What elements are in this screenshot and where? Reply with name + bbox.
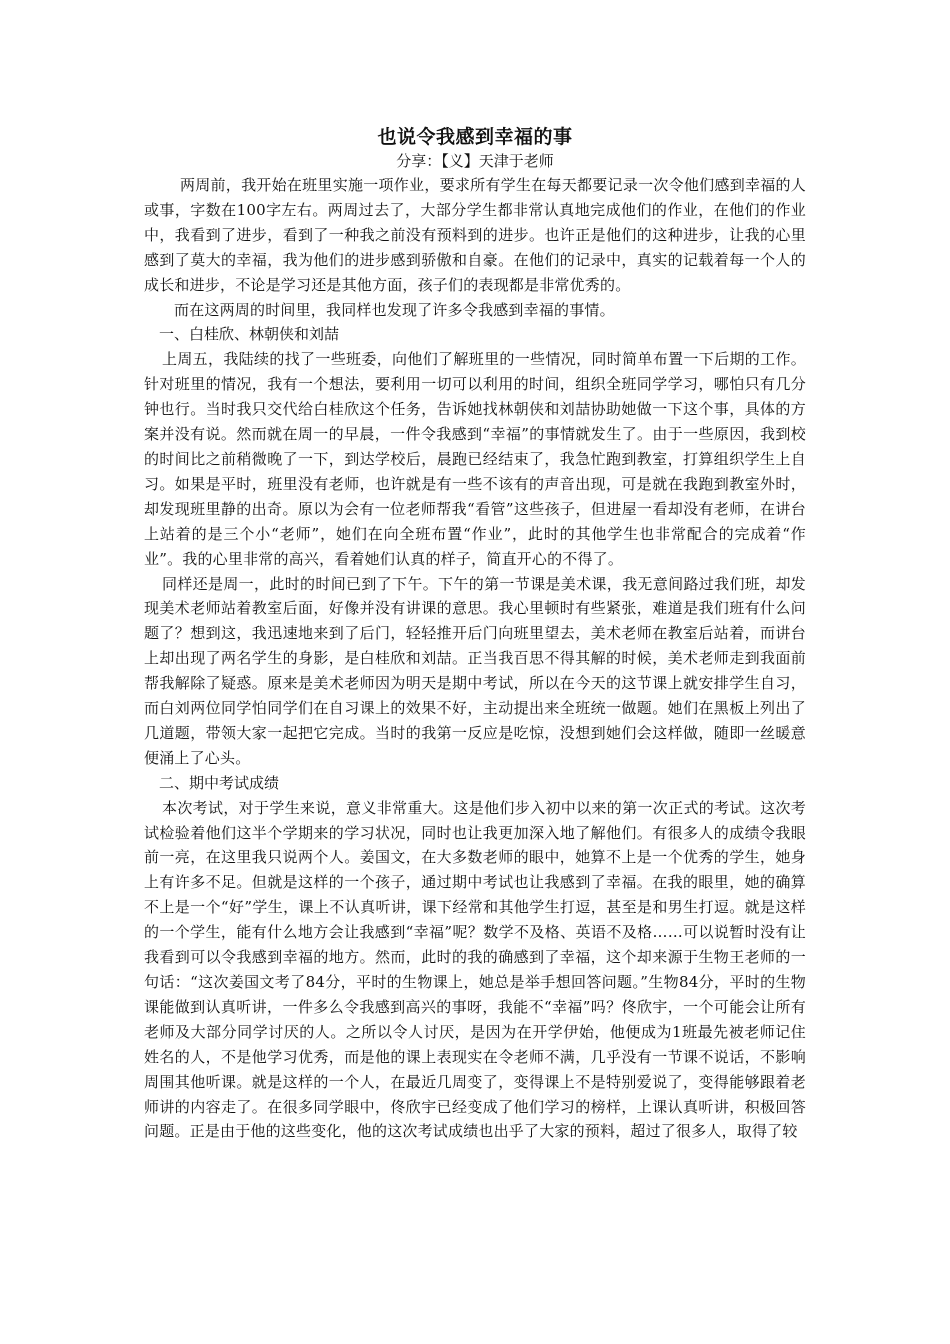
paragraph-intro: 两周前，我开始在班里实施一项作业，要求所有学生在每天都要记录一次令他们感到幸福的人或事，字数在100字左右。两周过去了，大部分学生都非常认真地完成他们的作业，在他们的作业中，我看到了进步，看到了一种我之前没有预料到的进步。也许正是他们的这种进步，让我的心里感到了莫大的幸福，我为他们的进步感到骄傲和自豪。在他们的记录中，真实的记载着每一个人的成长和进步，不论是学习还是其他方面，孩子们的表现都是非常优秀的。: [144, 176, 806, 294]
document-subtitle: 分享：【义】天津于老师: [396, 152, 554, 170]
paragraph-section2-a: 本次考试，对于学生来说，意义非常重大。这是他们步入初中以来的第一次正式的考试。这次考试检验着他们这半个学期来的学习状况，同时也让我更加深入地了解他们。有很多人的成绩令我眼前一亮，在这里我只说两个人。姜国文，在大多数老师的眼中，她算不上是一个优秀的学生，她身上有许多不足。但就是这样的一个孩子，通过期中考试也让我感到了幸福。在我的眼里，她的确算不上是一个“好”学生，课上不认真听讲，课下经常和其他学生打逗，甚至是和男生打逗。就是这样的一个学生，能有什么地方会让我感到“幸福”呢？数学不及格、英语不及格……可以说暂时没有让我看到可以令我感到幸福的地方。然而，此时的我的确感到了幸福，这个却来源于生物王老师的一句话：“这次姜国文考了84分，平时的生物课上，她总是举手想回答问题。”生物84分，平时的生物课能做到认真听讲，一件多么令我感到高兴的事呀，我能不“幸福”吗？佟欣宇，一个可能会让所有老师及大部分同学讨厌的人。之所以令人讨厌，是因为在开学伊始，他便成为1班最先被老师记住姓名的人，不是他学习优秀，而是他的课上表现实在令老师不满，几乎没有一节课不说话，不影响周围其他听课。就是这样的一个人，在最近几周变了，变得课上不是特别爱说了，变得能够跟着老师讲的内容走了。在很多同学眼中，佟欣宇已经变成了他们学习的榜样，上课认真听讲，积极回答问题。正是由于他的这些变化，他的这次考试成绩也出乎了大家的预料，超过了很多人，取得了较: [144, 798, 806, 1141]
document-body: [144, 124, 806, 1144]
section-heading-2: 二、期中考试成绩: [159, 773, 280, 792]
section-heading-1: 一、白桂欣、林朝侠和刘喆: [159, 325, 340, 344]
paragraph-transition: 而在这两周的时间里，我同样也发现了许多令我感到幸福的事情。: [174, 300, 615, 319]
document-title: 也说令我感到幸福的事: [377, 126, 573, 148]
paragraph-section1-b: 同样还是周一，此时的时间已到了下午。下午的第一节课是美术课，我无意间路过我们班，却发现美术老师站着教室后面，好像并没有讲课的意思。我心里顿时有些紧张，难道是我们班有什么问题了？想到这，我迅速地来到了后门，轻轻推开后门向班里望去，美术老师在教室后站着，而讲台上却出现了两名学生的身影，是白桂欣和刘喆。正当我百思不得其解的时候，美术老师走到我面前帮我解除了疑惑。原来是美术老师因为明天是期中考试，所以在今天的这节课上就安排学生自习，而白刘两位同学怕同学们在自习课上的效果不好，主动提出来全班统一做题。她们在黑板上列出了几道题，带领大家一起把它完成。当时的我第一反应是吃惊，没想到她们会这样做，随即一丝暖意便涌上了心头。: [144, 574, 806, 767]
paragraph-section1-a: 上周五，我陆续的找了一些班委，向他们了解班里的一些情况，同时简单布置一下后期的工作。针对班里的情况，我有一个想法，要利用一切可以利用的时间，组织全班同学学习，哪怕只有几分钟也行。当时我只交代给白桂欣这个任务，告诉她找林朝侠和刘喆协助她做一下这个事，具体的方案并没有说。然而就在周一的早晨，一件令我感到“幸福”的事情就发生了。由于一些原因，我到校的时间比之前稍微晚了一下，到达学校后，晨跑已经结束了，我急忙跑到教室，打算组织学生上自习。如果是平时，班里没有老师，也许就是有一些不该有的声音出现，可是就在我跑到教室外时，却发现班里静的出奇。原以为会有一位老师帮我“看管”这些孩子，但进屋一看却没有老师，在讲台上站着的是三个小“老师”，她们在向全班布置“作业”，此时的其他学生也非常配合的完成着“作业”。我的心里非常的高兴，看着她们认真的样子，简直开心的不得了。: [144, 350, 806, 568]
